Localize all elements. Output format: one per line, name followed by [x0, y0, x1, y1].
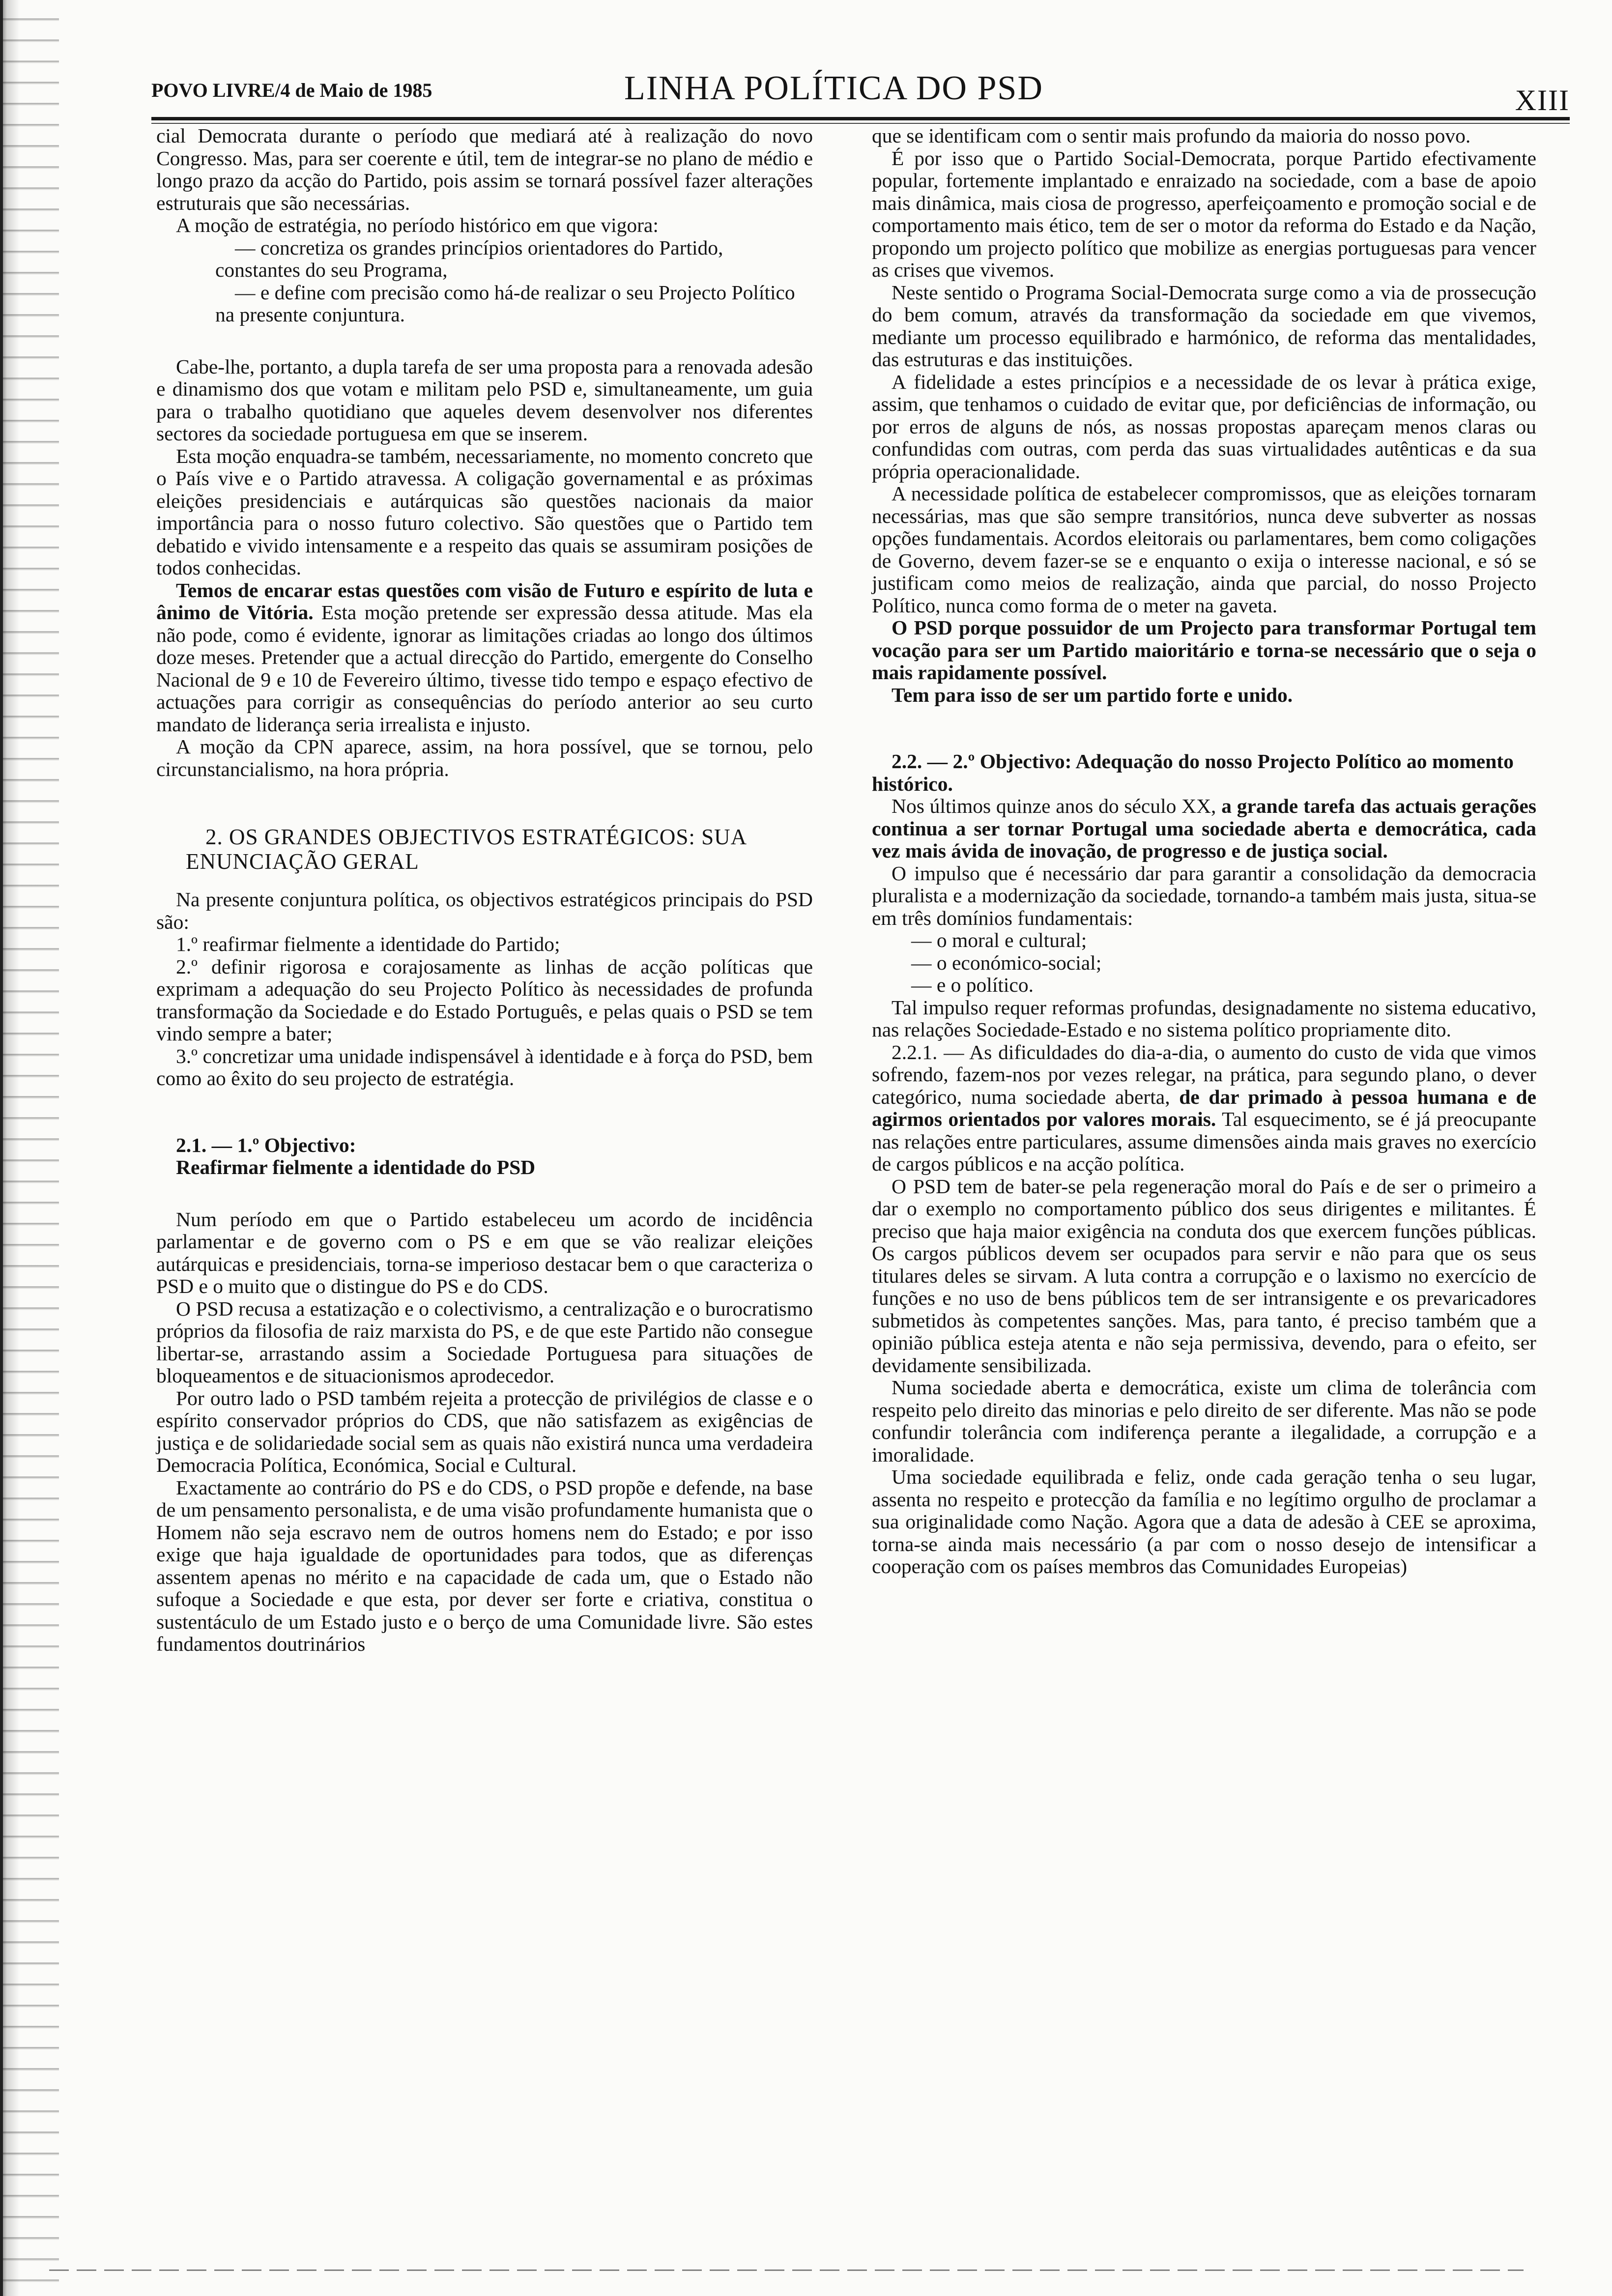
- scan-edge-line: [0, 0, 3, 2296]
- paragraph: A fidelidade a estes princípios e a necessidade de os levar à prática exige, assim, que tenhamos o cuidado de evitar que, por deficiências de informação, ou por erros de alguns de nós, as nossas propostas apareçam menos claras ou confundidas com outras, com perda das suas virtualidades autênticas e da sua própria operacionalidade.: [872, 370, 1536, 483]
- header-rule: [151, 117, 1570, 120]
- paragraph: Por outro lado o PSD também rejeita a protecção de privilégios de classe e o espírito conservador próprios do CDS, que não satisfazem as exigências de justiça e de solidariedade social sem as quais não existirá nunca uma verdadeira Democracia Política, Económica, Social e Cultural.: [156, 1386, 813, 1476]
- list-item: — e o político.: [911, 974, 1034, 996]
- list-item: — o económico-social;: [911, 951, 1102, 974]
- publication-line: POVO LIVRE/4 de Maio de 1985: [151, 79, 432, 101]
- paragraph: Tal impulso requer reformas profundas, designadamente no sistema educativo, nas relações Sociedade-Estado e no sistema político propriamente dito.: [872, 996, 1536, 1041]
- left-column: [156, 125, 813, 1656]
- paragraph: A moção de estratégia, no período histórico em que vigora:: [176, 214, 659, 236]
- subsection-number: 2.1. — 1.º Objectivo:: [176, 1133, 356, 1156]
- objective-item: 3.º concretizar uma unidade indispensável à identidade e à força do PSD, bem como ao êxito do seu projecto de estratégia.: [156, 1044, 813, 1090]
- list-item: — o moral e cultural;: [911, 929, 1087, 951]
- scan-bottom-artifact: [49, 2269, 1524, 2271]
- subsection-title: Reafirmar fielmente a identidade do PSD: [176, 1156, 536, 1178]
- paragraph-text: Nos últimos quinze anos do século XX,: [892, 795, 1222, 817]
- bold-text: de dar primado à pessoa humana e de agirmos orientados por valores morais.: [872, 1085, 1536, 1130]
- paragraph-text: 2.2.1. — As dificuldades do dia-a-dia, o aumento do custo de vida que vimos sofrendo, fazem-nos por vezes relegar, na prática, para segundo plano, o dever categórico, numa sociedade aberta,: [872, 1040, 1536, 1108]
- paragraph: [872, 1041, 1536, 1176]
- paragraph: A moção da CPN aparece, assim, na hora possível, que se tornou, pelo circunstancialismo, na hora própria.: [156, 735, 813, 780]
- bold-paragraph: O PSD porque possuidor de um Projecto para transformar Portugal tem vocação para ser um Partido maioritário e torna-se necessário que o seja o mais rapidamente possível.: [872, 616, 1536, 684]
- objective-item: 2.º definir rigorosa e corajosamente as linhas de acção políticas que exprimam a adequação do seu Projecto Político às necessidades de profunda transformação da Sociedade e do Estado Português, e pelas quais o PSD se tem vindo sempre a bater;: [156, 955, 813, 1045]
- list-item: — concretiza os grandes princípios orientadores do Partido, constantes do seu Programa,: [215, 236, 723, 281]
- bold-paragraph: Tem para isso de ser um partido forte e unido.: [892, 683, 1293, 706]
- header-rule-thin: [151, 123, 1570, 124]
- paragraph: O PSD recusa a estatização e o colectivismo, a centralização e o burocratismo próprios da filosofia de raiz marxista do PS, e de que este Partido não consegue libertar-se, arrastando assim a Sociedade Portuguesa para situações de bloqueamentos e de situacionismos aprodecedor.: [156, 1297, 813, 1387]
- paragraph: cial Democrata durante o período que mediará até à realização do novo Congresso. Mas, para ser coerente e útil, tem de integrar-se no plano de médio e longo prazo da acção do Partido, pois assim se tornará possível fazer alterações estruturais que são necessárias.: [156, 124, 813, 214]
- list-item: — e define com precisão como há-de realizar o seu Projecto Político na presente conjuntura.: [215, 281, 795, 326]
- paragraph: [872, 795, 1536, 862]
- paragraph: Numa sociedade aberta e democrática, existe um clima de tolerância com respeito pelo direito das minorias e pelo direito de ser diferente. Mas não se pode confundir tolerância com indiferença perante a ilegalidade, a corrupção e a imoralidade.: [872, 1376, 1536, 1466]
- subsection-title: 2.2. — 2.º Objectivo: Adequação do nosso Projecto Político ao momento histórico.: [872, 750, 1514, 795]
- paragraph: A necessidade política de estabelecer compromissos, que as eleições tornaram necessárias, mas que são sempre transitórios, nunca deve subverter as nossas opções fundamentais. Acordos eleitorais ou parlamentares, bem como coligações de Governo, devem fazer-se se e enquanto o exija o interesse nacional, e só se justificam como meios de realização, ainda que parcial, do nosso Projecto Político, nunca como forma de o meter na gaveta.: [872, 482, 1536, 617]
- paragraph: Esta moção enquadra-se também, necessariamente, no momento concreto que o País vive e o Partido atravessa. A coligação governamental e as próximas eleições presidenciais e autárquicas são questões nacionais da maior importância para o nosso futuro colectivo. São questões que o Partido tem debatido e vivido intensamente e a respeito das quais se assumiram posições de todos conhecidas.: [156, 444, 813, 579]
- right-column: [872, 125, 1536, 1578]
- paragraph: Na presente conjuntura política, os objectivos estratégicos principais do PSD são:: [156, 888, 813, 933]
- page-title: LINHA POLÍTICA DO PSD: [624, 69, 1043, 107]
- paragraph: É por isso que o Partido Social-Democrata, porque Partido efectivamente popular, fortemente implantado e enraizado na sociedade, com a base de apoio mais dinâmica, mais ciosa de progresso, aperfeiçoamento e promoção social e de comportamento mais ético, tem de ser o motor da reforma do Estado e da Nação, propondo um projecto político que mobilize as energias portuguesas para vencer as crises que vivemos.: [872, 146, 1536, 281]
- paragraph: O PSD tem de bater-se pela regeneração moral do País e de ser o primeiro a dar o exemplo no comportamento público dos seus dirigentes e militantes. É preciso que haja maior exigência na conduta dos que exercem funções públicas. Os cargos públicos devem ser ocupados para servir e não para que os seus titulares deles se sirvam. A luta contra a corrupção e o laxismo no exercício de funções e no uso de bens públicos tem de ser intransigente e os prevaricadores submetidos às competentes sanções. Mas, para tanto, é preciso também que a opinião pública esteja atenta e não seja permissiva, devendo, para o efeito, ser devidamente sensibilizada.: [872, 1175, 1536, 1377]
- scan-edge-artifact: [0, 0, 59, 2296]
- page-header: [151, 69, 1570, 123]
- paragraph: Neste sentido o Programa Social-Democrata surge como a via de prossecução do bem comum, através da transformação da sociedade em que vivemos, mediante um processo equilibrado e harmónico, de reforma das mentalidades, das estruturas e das instituições.: [872, 281, 1536, 371]
- paragraph: O impulso que é necessário dar para garantir a consolidação da democracia pluralista e a modernização da sociedade, tornando-a também mais justa, situa-se em três domínios fundamentais:: [872, 861, 1536, 929]
- paragraph-text: Esta moção pretende ser expressão dessa atitude. Mas ela não pode, como é evidente, ignorar as limitações criadas ao longo dos últimos doze meses. Pretender que a actual direcção do Partido, emergente do Conselho Nacional de 9 e 10 de Fevereiro último, tivesse tido tempo e espaço efectivo de actuações para corrigir as consequências do período anterior ao seu curto mandato de liderança seria irrealista e injusto.: [156, 601, 813, 736]
- paragraph: Cabe-lhe, portanto, a dupla tarefa de ser uma proposta para a renovada adesão e dinamismo dos que votam e militam pelo PSD e, simultaneamente, um guia para o trabalho quotidiano que aqueles devem desenvolver nos diferentes sectores da sociedade portuguesa em que se inserem.: [156, 355, 813, 445]
- page-number: XIII: [1515, 84, 1570, 116]
- paragraph: Exactamente ao contrário do PS e do CDS, o PSD propõe e defende, na base de um pensamento personalista, e de uma visão profundamente humanista que o Homem não seja escravo nem de outros homens nem do Estado; e por isso exige que haja igualdade de oportunidades para todos, que as diferenças assentem apenas no mérito e na capacidade de cada um, que o Estado não sufoque a Sociedade e que esta, por dever ser forte e criativa, constitua o sustentáculo de um Estado justo e o berço de uma Comunidade livre. São estes fundamentos doutrinários: [156, 1476, 813, 1655]
- bold-text: a grande tarefa das actuais gerações continua a ser tornar Portugal uma sociedade aberta e democrática, cada vez mais ávida de inovação, de progresso e de justiça social.: [872, 795, 1536, 862]
- paragraph-text: Tal esquecimento, se é já preocupante nas relações entre particulares, assume dimensões ainda mais graves no exercício de cargos públicos e na acção política.: [872, 1108, 1537, 1175]
- section-title: 2. OS GRANDES OBJECTIVOS ESTRATÉGICOS: SUA ENUNCIAÇÃO GERAL: [186, 825, 746, 874]
- paragraph: que se identificam com o sentir mais profundo da maioria do nosso povo.: [872, 124, 1471, 147]
- objective-item: 1.º reafirmar fielmente a identidade do Partido;: [176, 933, 560, 955]
- bold-text: Temos de encarar estas questões com visão de Futuro e espírito de luta e ânimo de Vitória.: [156, 578, 813, 624]
- paragraph: Uma sociedade equilibrada e feliz, onde cada geração tenha o seu lugar, assenta no respeito e protecção da família e no legítimo orgulho de proclamar a sua originalidade como Nação. Agora que a data de adesão à CEE se aproxima, torna-se ainda mais necessário (a par com o nosso desejo de intensificar a cooperação com os países membros das Comunidades Europeias): [872, 1465, 1536, 1578]
- paragraph: [156, 579, 813, 736]
- paragraph: Num período em que o Partido estabeleceu um acordo de incidência parlamentar e de governo com o PS e em que se vão realizar eleições autárquicas e presidenciais, torna-se imperioso destacar bem o que caracteriza o PSD e o muito que o distingue do PS e do CDS.: [156, 1207, 813, 1297]
